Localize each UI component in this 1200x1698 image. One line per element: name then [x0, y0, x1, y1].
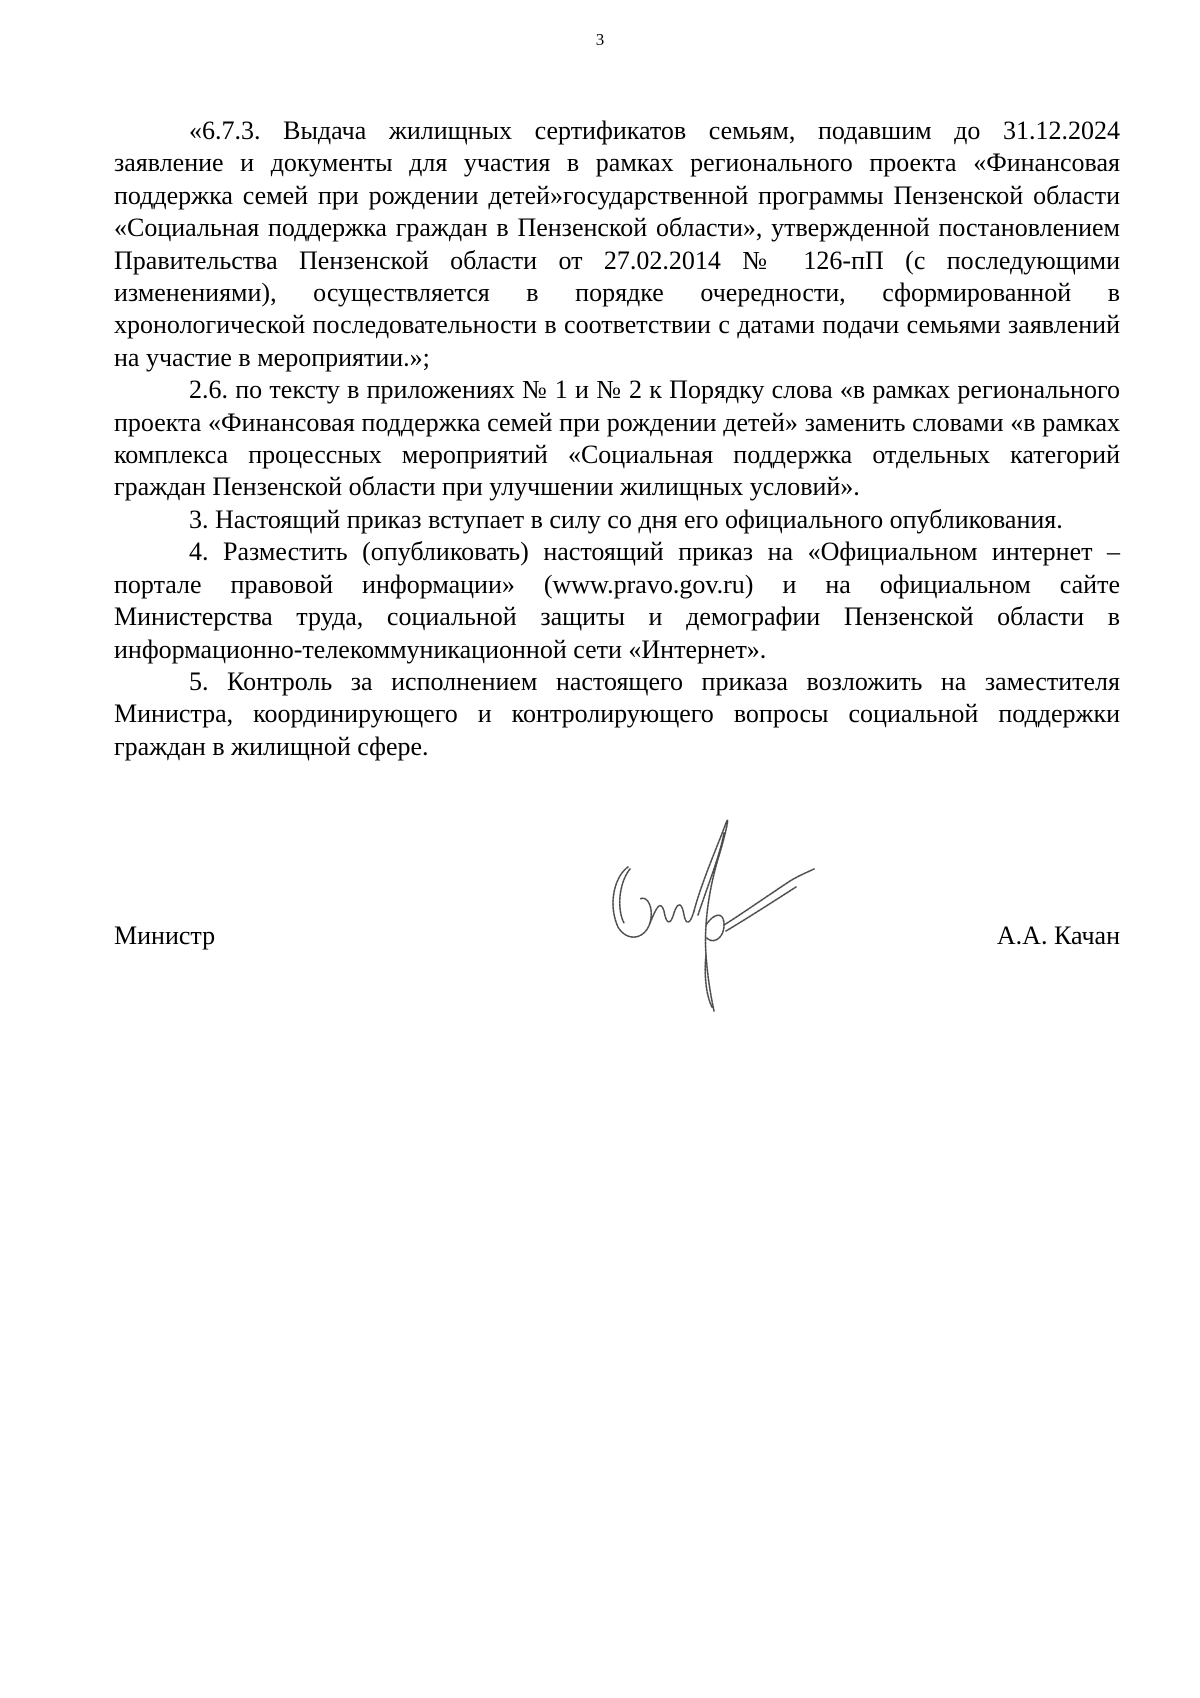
paragraph-6-7-3: «6.7.3. Выдача жилищных сертификатов семьям, подавшим до 31.12.2024 заявление и документы для участия в рамках регионального проекта «Финансовая поддержка семей при рождении детей»государственной программы Пензенской области «Социальная поддержка граждан в Пензенской области», утвержденной постановлением Правительства Пензенской области от 27.02.2014 № 126-пП (с последующими изменениями), осуществляется в порядке очередности, сформированной в хронологической последовательности в соответствии с датами подачи семьями заявлений на участие в мероприятии.»;: [114, 116, 1120, 372]
paragraph-5: 5. Контроль за исполнением настоящего приказа возложить на заместителя Министра, координирующего и контролирующего вопросы социальной поддержки граждан в жилищной сфере.: [114, 666, 1120, 761]
signature-block: [114, 920, 1120, 960]
document-body: [114, 115, 1120, 763]
paragraph-2-6: 2.6. по тексту в приложениях № 1 и № 2 к Порядку слова «в рамках регионального проекта «Финансовая поддержка семей при рождении детей» заменить словами «в рамках комплекса процессных мероприятий «Социальная поддержка отдельных категорий граждан Пензенской области при улучшении жилищных условий».: [114, 375, 1120, 502]
page-number: 3: [595, 30, 605, 49]
paragraph-3: 3. Настоящий приказ вступает в силу со дня его официального опубликования.: [189, 504, 1063, 534]
signatory-title: Министр: [114, 921, 216, 950]
paragraph-4: 4. Разместить (опубликовать) настоящий приказ на «Официальном интернет – портале правовой информации» (www.pravo.gov.ru) и на официальном сайте Министерства труда, социальной защиты и демографии Пензенской области в информационно-телекоммуникационной сети «Интернет».: [114, 537, 1120, 664]
signatory-name: А.А. Качан: [996, 921, 1120, 950]
